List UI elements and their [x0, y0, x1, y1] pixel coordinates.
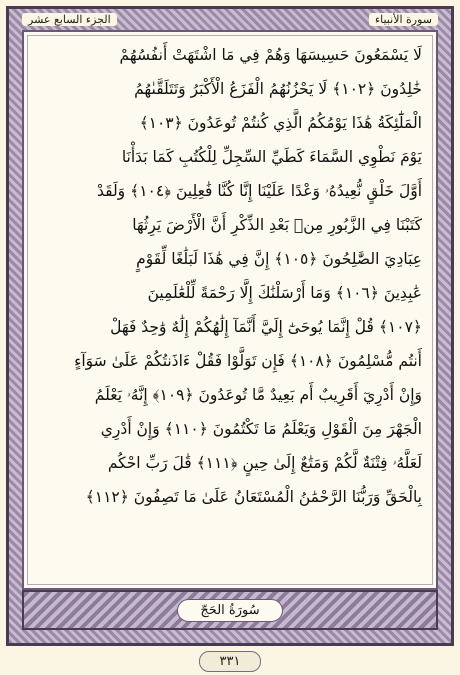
- verse-line: لَعَلَّهُۥ فِتْنَةٌ لَّكُمْ وَمَتَٰعٌ إِلَىٰ حِينٍ ﴿١١١﴾ قَٰلَ رَبِّ احْكُم: [107, 453, 422, 472]
- surah-title: سورة الأنبياء: [369, 13, 438, 26]
- verse-line: يَوْمَ نَطْوِي السَّمَاءَ كَطَيِّ السِّجِلِّ لِلْكُتُبِ كَمَا بَدَأْنَا: [121, 148, 422, 166]
- verse-line: أَوَّلَ خَلْقٍ نُّعِيدُهُۥ وَعْدًا عَلَيْنَا إِنَّا كُنَّا فَٰعِلِينَ ﴿١٠٤﴾ وَلَقَدْ: [96, 181, 422, 200]
- verse-line: لَا يَسْمَعُونَ حَسِيسَهَا وَهُمْ فِي مَا اشْتَهَتْ أَنفُسُهُمْ: [119, 46, 422, 64]
- verse-line: الْمَلَٰٓئِكَةُ هَٰذَا يَوْمُكُمُ الَّذِي كُنتُمْ تُوعَدُونَ ﴿١٠٣﴾: [139, 114, 422, 132]
- page-number-box: [0, 650, 460, 672]
- verse-line: بِالْحَقِّ وَرَبُّنَا الرَّحْمَٰنُ الْمُسْتَعَانُ عَلَىٰ مَا تَصِفُونَ ﴿١١٢﴾: [85, 488, 422, 506]
- page-header: [22, 8, 438, 30]
- verse-text-area: [38, 38, 422, 583]
- juz-title: الجزء السابع عشر: [22, 13, 117, 26]
- next-surah-banner: [22, 590, 438, 630]
- verse-line: كَتَبْنَا فِي الزَّبُورِ مِنۢ بَعْدِ الذِّكْرِ أَنَّ الْأَرْضَ يَرِثُهَا: [132, 216, 422, 234]
- next-surah-title: سُورَةُ الحَجّ: [177, 599, 282, 622]
- verse-line: ﴿١٠٧﴾ قُلْ إِنَّمَا يُوحَىٰٓ إِلَيَّ أَنَّمَآ إِلَٰهُكُمْ إِلَٰهٌ وَٰحِدٌ فَهَلْ: [110, 318, 422, 336]
- verse-line: وَإِنْ أَدْرِيٓ أَقَرِيبٌ أَم بَعِيدٌ مَّا تُوعَدُونَ ﴿١٠٩﴾ إِنَّهُۥ يَعْلَمُ: [94, 385, 422, 404]
- page-number: ٣٣١: [199, 651, 261, 672]
- verse-line: عِبَادِيَ الصَّٰلِحُونَ ﴿١٠٥﴾ إِنَّ فِي هَٰذَا لَبَلَٰغًا لِّقَوْمٍ: [136, 250, 422, 268]
- verse-line: أَنتُم مُّسْلِمُونَ ﴿١٠٨﴾ فَإِن تَوَلَّوْا فَقُلْ ءَاذَنتُكُمْ عَلَىٰ سَوَآءٍ: [74, 352, 422, 370]
- verse-line: الْجَهْرَ مِنَ الْقَوْلِ وَيَعْلَمُ مَا تَكْتُمُونَ ﴿١١٠﴾ وَإِنْ أَدْرِي: [100, 420, 422, 438]
- verse-line: خَٰلِدُونَ ﴿١٠٢﴾ لَا يَحْزُنُهُمُ الْفَزَعُ الْأَكْبَرُ وَتَتَلَقَّىٰهُمُ: [134, 80, 422, 98]
- verse-line: عَٰبِدِينَ ﴿١٠٦﴾ وَمَا أَرْسَلْنَٰكَ إِلَّا رَحْمَةً لِّلْعَٰلَمِينَ: [147, 284, 422, 302]
